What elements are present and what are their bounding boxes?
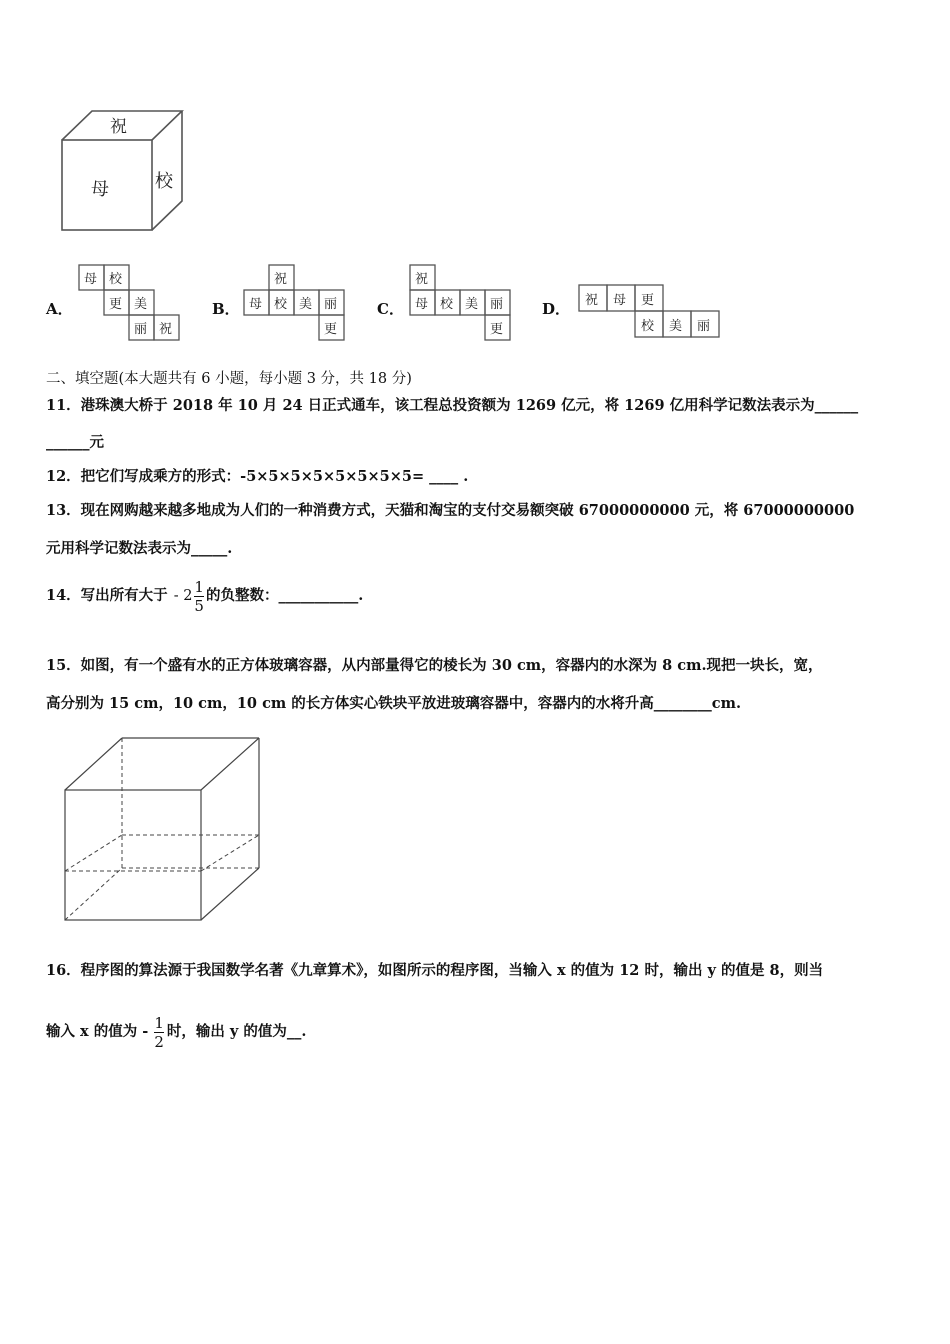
question-13-line-1: 13．现在网购越来越多地成为人们的一种消费方式，天猫和淘宝的支付交易额突破 67000000000 元，将 67000000000 xyxy=(46,502,855,519)
option-c-cell: 母 xyxy=(415,297,429,312)
question-11-line-2: ______元 xyxy=(46,434,104,451)
option-d-cell: 更 xyxy=(641,293,655,308)
question-13-line-2: 元用科学记数法表示为_____. xyxy=(46,540,233,557)
cube-front-face: 母 xyxy=(91,179,109,200)
option-d-cell: 祝 xyxy=(585,293,599,308)
cube-right-face: 校 xyxy=(155,171,173,192)
option-a-cell: 校 xyxy=(109,272,123,287)
option-c-cell: 更 xyxy=(490,322,504,337)
fraction-numerator: 1 xyxy=(194,577,204,596)
option-a-cell: 丽 xyxy=(134,322,148,337)
option-a-cell: 祝 xyxy=(159,322,173,337)
option-b-cell: 母 xyxy=(249,297,263,312)
option-c-cell: 美 xyxy=(465,297,479,312)
question-16-fraction xyxy=(154,1015,164,1050)
option-a-cell: 美 xyxy=(134,297,148,312)
option-d-label: D． xyxy=(542,300,571,318)
option-c-net xyxy=(409,264,513,342)
option-a-label: A． xyxy=(46,300,73,318)
option-b-cell: 美 xyxy=(299,297,313,312)
option-a-cell: 更 xyxy=(109,297,123,312)
option-c-cell: 丽 xyxy=(490,297,504,312)
question-14-prefix: 14．写出所有大于 xyxy=(46,587,168,604)
question-11-line-1: 11．港珠澳大桥于 2018 年 10 月 24 日正式通车，该工程总投资额为 1269 亿元，将 1269 亿用科学记数法表示为______ xyxy=(46,397,859,414)
cube-top-face: 祝 xyxy=(110,117,127,137)
question-16-line-2 xyxy=(46,1008,306,1056)
option-d-cell: 校 xyxy=(641,319,655,334)
question-14-suffix: 的负整数：___________. xyxy=(205,587,364,604)
question-15-line-2: 高分别为 15 cm，10 cm，10 cm 的长方体实心铁块平放进玻璃容器中，容器内的水将升高________cm. xyxy=(46,695,742,712)
option-c-cell: 校 xyxy=(440,297,454,312)
question-16-line-1: 16．程序图的算法源于我国数学名著《九章算术》，如图所示的程序图，当输入 x 的值为 12 时，输出 y 的值是 8，则当 xyxy=(46,962,824,979)
question-15-line-1: 15．如图，有一个盛有水的正方体玻璃容器，从内部量得它的棱长为 30 cm，容器内的水深为 8 cm.现把一块长，宽， xyxy=(46,657,823,674)
option-b-cell: 丽 xyxy=(324,297,338,312)
question-14-sign: - 2 xyxy=(173,588,193,604)
option-c-label: C． xyxy=(377,300,404,318)
option-b-cell: 校 xyxy=(274,297,288,312)
option-d-net xyxy=(578,284,720,340)
option-b-label: B． xyxy=(212,300,240,318)
fraction-denominator: 2 xyxy=(154,1032,164,1051)
option-a-cell: 母 xyxy=(84,272,98,287)
option-d-cell: 丽 xyxy=(697,319,711,334)
option-c-cell: 祝 xyxy=(415,272,429,287)
question-16-suffix: 时，输出 y 的值为__. xyxy=(166,1023,307,1040)
section-title: 二、填空题(本大题共有 6 小题，每小题 3 分，共 18 分) xyxy=(46,371,412,387)
glass-container-figure xyxy=(60,735,265,925)
option-b-net xyxy=(243,264,347,342)
option-d-cell: 母 xyxy=(613,293,627,308)
option-b-cell: 更 xyxy=(324,322,338,337)
option-a-net xyxy=(78,264,182,342)
fraction-numerator: 1 xyxy=(154,1013,164,1032)
option-b-cell: 祝 xyxy=(274,272,288,287)
cube-figure xyxy=(55,105,190,235)
question-14-fraction xyxy=(194,579,204,614)
question-16-prefix: 输入 x 的值为 - xyxy=(46,1023,149,1040)
question-12: 12．把它们写成乘方的形式：-5×5×5×5×5×5×5×5= ____ . xyxy=(46,468,469,485)
option-d-cell: 美 xyxy=(669,319,683,334)
fraction-denominator: 5 xyxy=(194,596,204,615)
question-14 xyxy=(46,572,363,620)
